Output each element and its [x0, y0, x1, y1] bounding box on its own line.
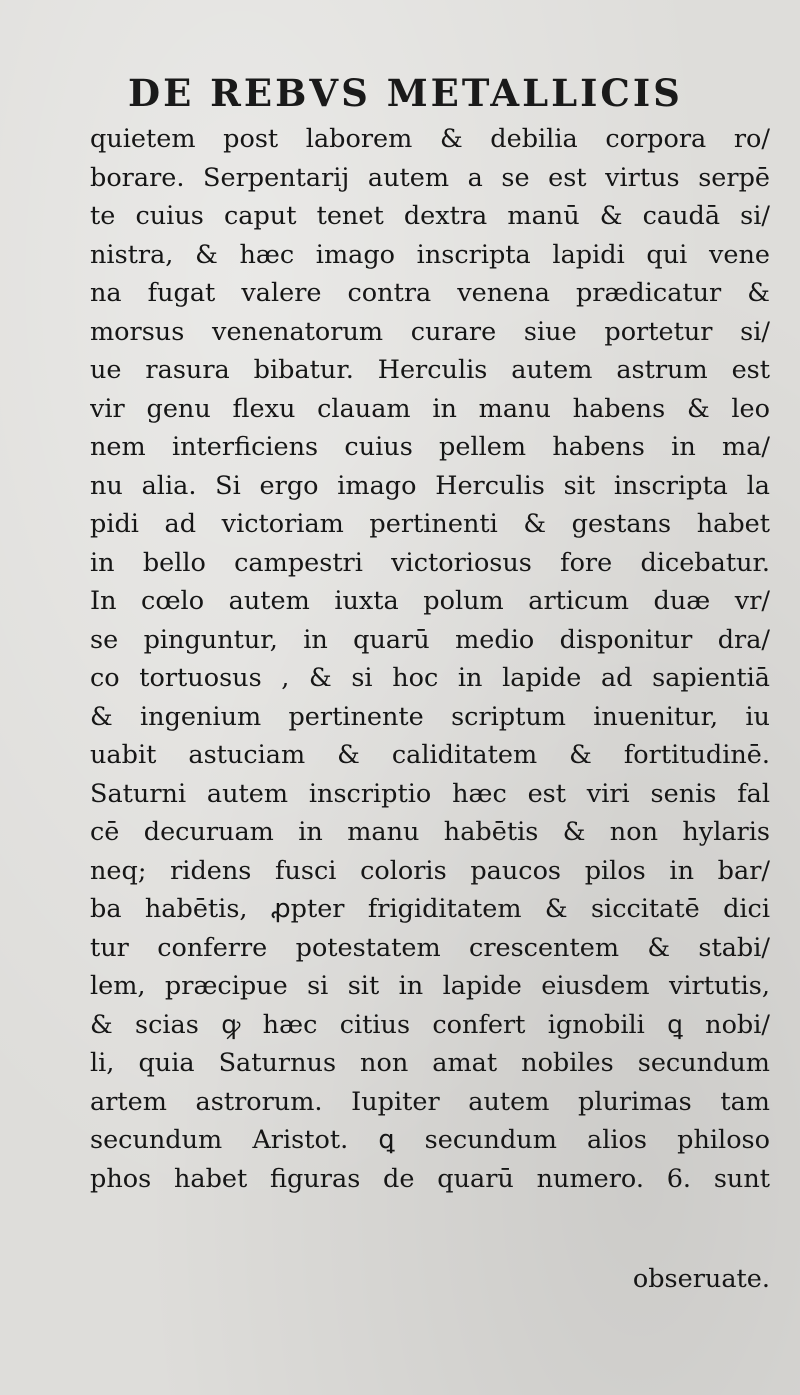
text-line: borare. Serpentarij autem a se est virtus serpē [90, 162, 770, 193]
text-line: Saturni autem inscriptio hæc est viri senis fal [90, 778, 770, 809]
text-line: phos habet figuras de quarū numero. 6. sunt [90, 1163, 770, 1194]
text-line: co tortuosus , & si hoc in lapide ad sapientiā [90, 663, 770, 693]
text-line: artem astrorum. Iupiter autem plurimas tam [90, 1086, 770, 1117]
text-line: morsus venenatorum curare siue portetur si/ [90, 316, 770, 347]
text-line: tur conferre potestatem crescentem & stabi/ [90, 932, 770, 963]
text-line: nem interficiens cuius pellem habens in ma/ [90, 432, 770, 462]
text-line: & ingenium pertinente scriptum inuenitur, iu [90, 701, 770, 732]
catchword: obseruate. [632, 1264, 770, 1294]
text-line: & scias ꝙ hæc citius confert ignobili ꝗ nobi/ [90, 1009, 770, 1040]
text-line: lem, præcipue si sit in lapide eiusdem virtutis, [90, 971, 770, 1001]
text-block [90, 120, 770, 1198]
text-line: te cuius caput tenet dextra manū & caudā si/ [90, 201, 770, 231]
running-head: DE REBVS METALLICIS [128, 71, 683, 115]
text-line: uabit astuciam & caliditatem & fortitudinē. [90, 740, 770, 770]
text-line: vir genu flexu clauam in manu habens & leo [90, 393, 770, 424]
text-line: pidi ad victoriam pertinenti & gestans habet [90, 509, 770, 539]
text-line: ba habētis, ꝓpter frigiditatem & siccitatē dici [90, 894, 770, 924]
text-line: nistra, & hæc imago inscripta lapidi qui vene [90, 239, 770, 270]
text-line: cē decuruam in manu habētis & non hylaris [90, 817, 770, 847]
text-line: in bello campestri victoriosus fore dicebatur. [90, 547, 770, 578]
text-line: neq; ridens fusci coloris paucos pilos in bar/ [90, 855, 770, 886]
text-line: secundum Aristot. ꝗ secundum alios philoso [90, 1125, 770, 1155]
text-line: li, quia Saturnus non amat nobiles secundum [90, 1048, 770, 1078]
text-line: na fugat valere contra venena prædicatur & [90, 278, 770, 308]
text-line: se pinguntur, in quarū medio disponitur dra/ [90, 624, 770, 655]
text-line: ue rasura bibatur. Herculis autem astrum est [90, 355, 770, 385]
text-line: quietem post laborem & debilia corpora ro/ [90, 124, 770, 154]
text-line: In cœlo autem iuxta polum articum duæ vr/ [90, 586, 770, 616]
text-line: nu alia. Si ergo imago Herculis sit inscripta la [90, 470, 770, 501]
